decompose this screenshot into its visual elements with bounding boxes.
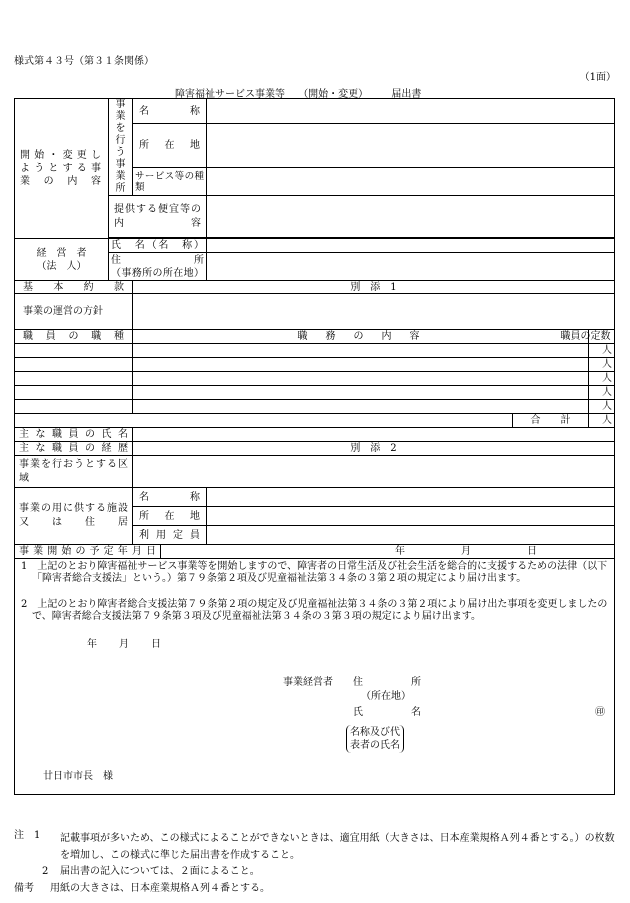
signature-location-label: （所在地） (361, 691, 411, 702)
section-label: 開始・変更しようとする事業の内容 (15, 99, 109, 239)
staff-count-cell[interactable]: 人 (589, 344, 615, 358)
title-main: 障害福祉サービス事業等 (175, 89, 285, 100)
operator-address-label (109, 253, 207, 281)
convenience-field[interactable] (207, 196, 615, 238)
office-location-label: 所 在 地 (133, 124, 207, 168)
title-suffix: 届出書 (391, 89, 422, 100)
start-date-month: 月 (461, 546, 471, 557)
staff-duty-cell[interactable] (133, 386, 589, 400)
staff-count-header-text: 職員の定数 (560, 330, 611, 342)
remark-text: 用紙の大きさは、日本産業規格Ａ列４番とする。 (50, 883, 270, 894)
remark-label: 備考 (14, 883, 34, 894)
staff-duty-cell[interactable] (133, 358, 589, 372)
operator-label: 経 営 者（法 人） (15, 239, 109, 281)
business-area-field[interactable] (133, 456, 615, 488)
staff-row[interactable] (15, 344, 133, 358)
declaration-paragraph-2: 2 上記のとおり障害者総合支援法第７９条第２項の規定及び児童福祉法第３４条の３第２項により届け出た事項を変更しましたので、障害者総合支援法第７９条第３項及び児童福祉法第３４条の３第３項の規定により届け出ます。 (21, 599, 608, 622)
office-name-field[interactable] (207, 99, 615, 124)
form-number: 様式第４３号（第３１条関係） (14, 56, 154, 67)
note-2-label: 2 (42, 866, 49, 877)
operator-address-bottom: （事務所の所在地） (111, 267, 204, 279)
facility-capacity-field[interactable] (207, 526, 615, 545)
start-date-year: 年 (395, 546, 405, 557)
staff-row[interactable] (15, 372, 133, 386)
declaration-date (87, 639, 161, 651)
staff-count-cell[interactable]: 人 (589, 358, 615, 372)
main-staff-names-label: 主な職員の氏名 (15, 428, 133, 442)
page-marker: （1面） (579, 72, 616, 83)
staff-duty-header: 職 務 の 内 容 (133, 330, 589, 344)
staff-row[interactable] (15, 400, 133, 414)
office-location-field[interactable] (207, 124, 615, 168)
operator-address-top: 住 所 (111, 254, 204, 266)
office-name-label: 名 称 (133, 99, 207, 124)
bylaws-label: 基 本 約 款 (15, 281, 133, 294)
title-option: （開始・変更） (298, 89, 369, 100)
facility-capacity-label: 利用定員 (133, 526, 207, 545)
operator-name-label: 氏 名（名 称） (109, 239, 207, 253)
corp-name-line-1: 名称及び代 (350, 727, 400, 738)
policy-label: 事業の運営の方針 (15, 294, 133, 330)
staff-count-cell[interactable]: 人 (589, 372, 615, 386)
signature-address-text: 住 所 (353, 677, 421, 688)
start-date-label: 事業開始の予定年月日 (15, 545, 161, 559)
start-date-field[interactable] (161, 545, 615, 559)
facility-location-label: 所 在 地 (133, 507, 207, 526)
note-1-text: 記載事項が多いため、この様式によることができないときは、適宜用紙（大きさは、日本産業規格Ａ列４番とする。）の枚数を増加し、この様式に準じた届出書を作成すること。 (60, 833, 615, 861)
corp-name-note (346, 725, 404, 753)
staff-duty-cell[interactable] (133, 400, 589, 414)
main-staff-names-field[interactable] (133, 428, 615, 442)
operator-name-field[interactable] (207, 239, 615, 253)
service-type-label: サービス等の種類 (133, 168, 207, 196)
seal-icon: ㊞ (595, 707, 605, 718)
application-form-table (14, 98, 615, 795)
note-1-label: 注 1 (14, 830, 41, 841)
total-blank (15, 414, 133, 428)
facility-name-field[interactable] (207, 488, 615, 507)
staff-count-cell[interactable]: 人 (589, 386, 615, 400)
facility-name-label: 名 称 (133, 488, 207, 507)
declaration-date-month: 月 (119, 639, 129, 650)
facility-label: 事業の用に供する施設又は住居 (15, 488, 133, 545)
declaration-date-day: 日 (151, 639, 161, 650)
staff-count-header (560, 330, 615, 344)
operator-address-field[interactable] (207, 253, 615, 281)
main-staff-history-value: 別 添 2 (133, 442, 615, 456)
corp-name-line-2: 表者の氏名 (350, 740, 400, 751)
staff-count-cell[interactable]: 人 (589, 400, 615, 414)
signature-name-label (353, 707, 421, 719)
signature-address-label (353, 677, 421, 689)
convenience-label: 提供する便宜等の内容 (109, 196, 207, 238)
staff-duty-cell[interactable] (133, 372, 589, 386)
service-type-field[interactable] (207, 168, 615, 196)
declaration-paragraph-1: 1 上記のとおり障害福祉サービス事業等を開始しますので、障害者の日常生活及び社会生活を総合的に支援するための法律（以下「障害者総合支援法」という。）第７９条第２項及び児童福祉法第３４条の３第２項の規定により届け出ます。 (21, 561, 608, 584)
facility-location-field[interactable] (207, 507, 615, 526)
signature-name-text: 氏 名 (353, 707, 421, 718)
policy-field[interactable] (133, 294, 615, 330)
note-2-text: 届出書の記入については、２面によること。 (60, 866, 260, 877)
addressee: 廿日市市長 様 (43, 771, 113, 782)
operator-signature-label: 事業経営者 (283, 677, 333, 688)
staff-type-header: 職員の職種 (15, 330, 133, 344)
business-area-label: 事業を行おうとする区域 (15, 456, 133, 488)
staff-row[interactable] (15, 358, 133, 372)
start-date-day: 日 (527, 546, 537, 557)
declaration-date-year: 年 (87, 639, 97, 650)
total-label: 合 計 (513, 414, 589, 428)
staff-duty-cell[interactable] (133, 344, 589, 358)
total-count-cell[interactable]: 人 (589, 414, 615, 428)
main-staff-history-label: 主な職員の経歴 (15, 442, 133, 456)
total-spacer (133, 414, 513, 428)
office-label: 事業を行う事業所 (109, 99, 133, 196)
staff-row[interactable] (15, 386, 133, 400)
declaration-box (15, 559, 615, 795)
bylaws-value: 別 添 1 (133, 281, 615, 294)
